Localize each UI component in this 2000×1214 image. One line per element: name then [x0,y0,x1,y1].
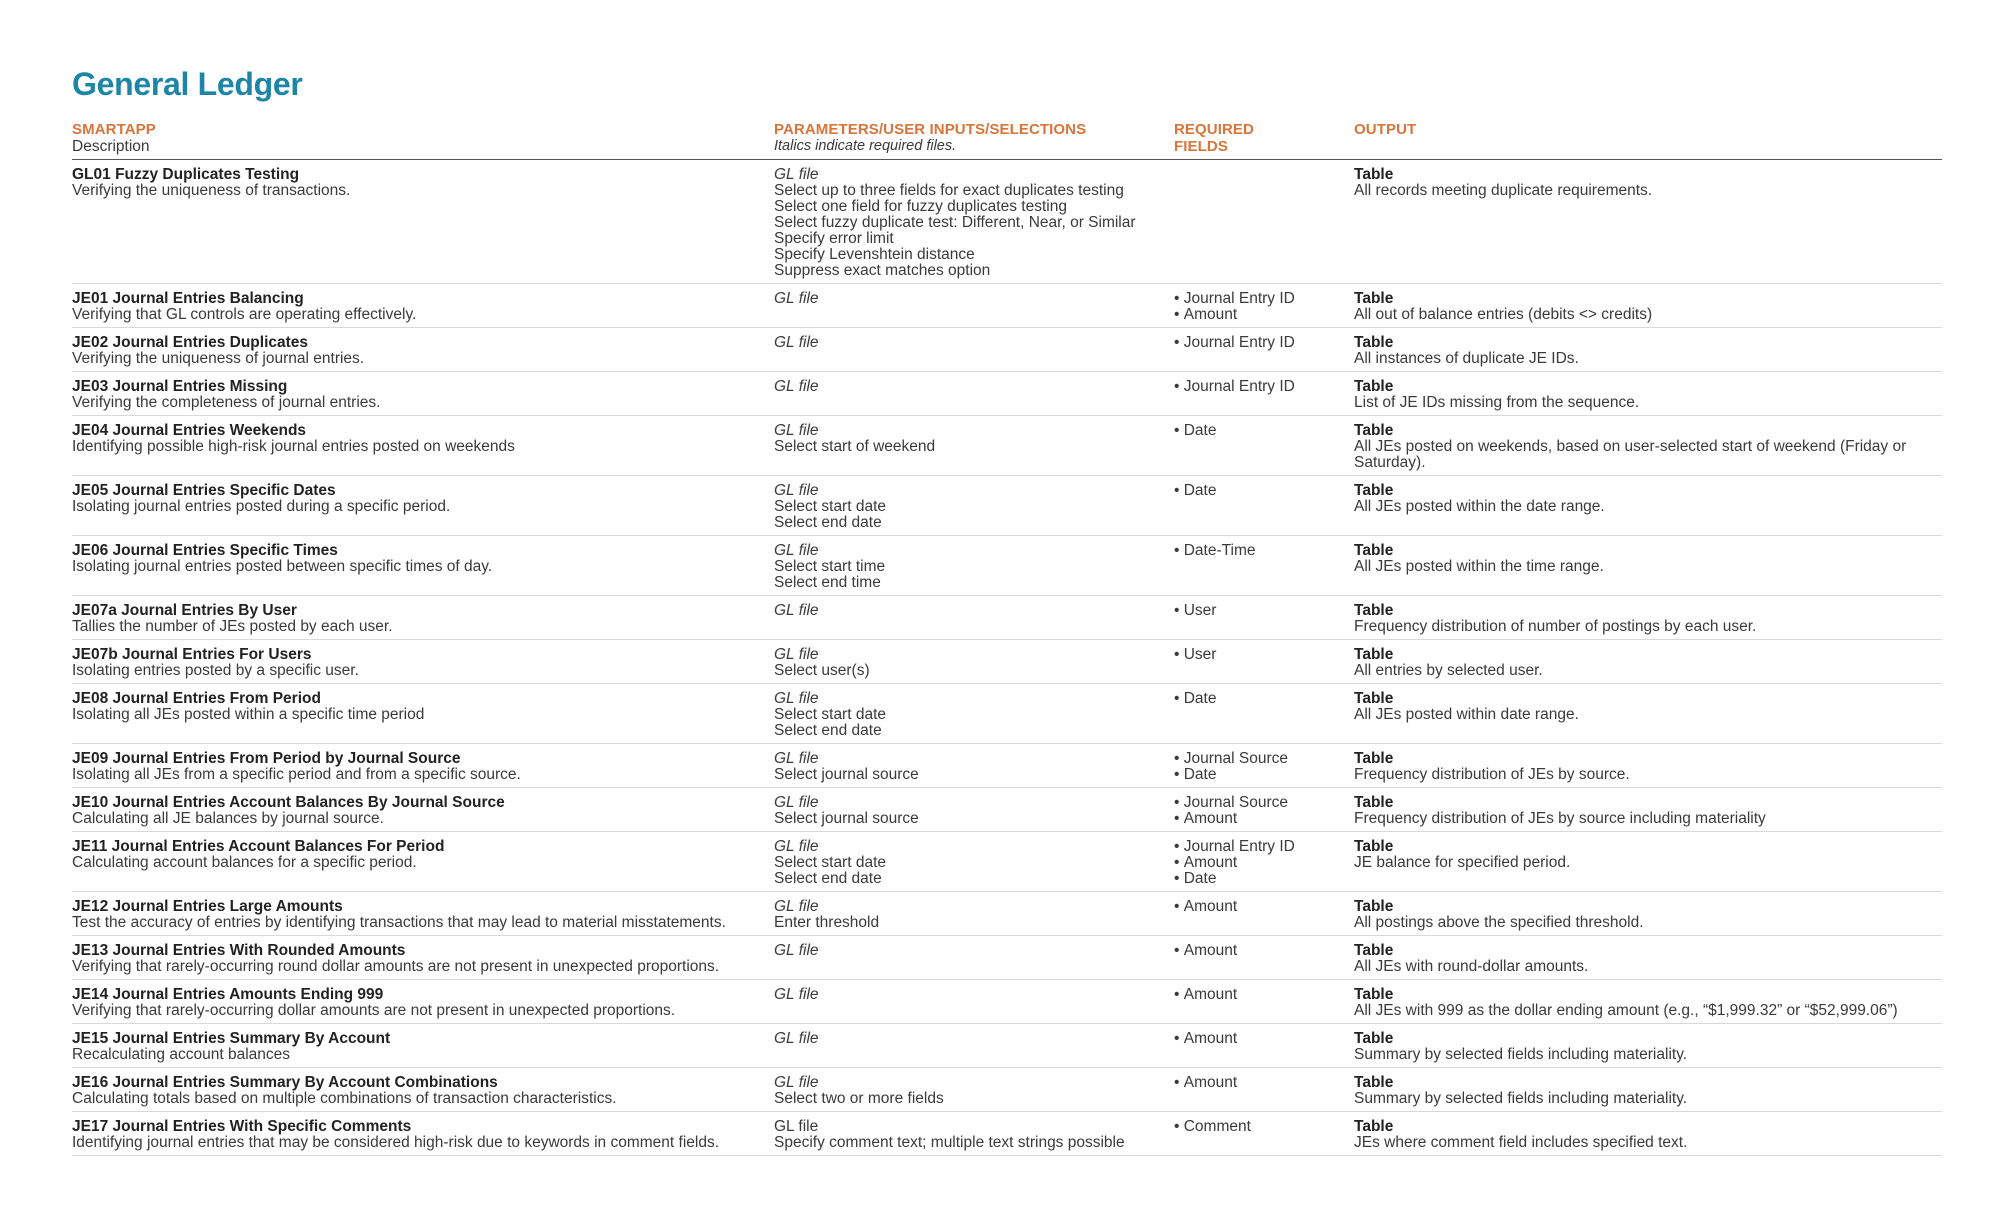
required-field: • Amount [1174,855,1346,871]
smartapp-cell [72,160,774,284]
required-field: • Date [1174,483,1346,499]
smartapp-table [72,121,1942,1156]
required-fields-cell [1174,936,1354,980]
output-cell [1354,372,1942,416]
smartapp-cell [72,892,774,936]
param-item: Select one field for fuzzy duplicates testing [774,198,1067,215]
smartapp-description: Isolating entries posted by a specific user. [72,662,359,679]
required-file: GL file [774,838,819,855]
header-params-title: PARAMETERS/USER INPUTS/SELECTIONS [774,121,1087,138]
smartapp-title: JE07a Journal Entries By User [72,602,297,619]
required-field: • Journal Entry ID [1174,379,1346,395]
required-field: • Amount [1174,943,1346,959]
smartapp-title: GL01 Fuzzy Duplicates Testing [72,166,300,183]
smartapp-cell [72,476,774,536]
smartapp-title: JE16 Journal Entries Summary By Account Combinations [72,1074,498,1091]
required-fields-cell [1174,596,1354,640]
output-description: JE balance for specified period. [1354,854,1571,871]
smartapp-cell [72,980,774,1024]
param-item: Select start date [774,498,887,515]
output-label: Table [1354,166,1394,183]
params-cell [774,684,1174,744]
param-item: Select start date [774,854,887,871]
output-cell [1354,788,1942,832]
output-cell [1354,596,1942,640]
smartapp-title: JE01 Journal Entries Balancing [72,290,304,307]
output-cell [1354,160,1942,284]
header-output-title: OUTPUT [1354,121,1417,138]
smartapp-cell [72,640,774,684]
param-item: Select end date [774,514,882,531]
smartapp-cell [72,372,774,416]
header-required-line1: REQUIRED [1174,121,1254,138]
header-params-subtitle: Italics indicate required files. [774,138,957,154]
params-cell [774,284,1174,328]
required-field: • Date-Time [1174,543,1346,559]
header-smartapp [72,121,774,160]
smartapp-cell [72,684,774,744]
smartapp-description: Identifying possible high-risk journal entries posted on weekends [72,438,515,455]
output-label: Table [1354,378,1394,395]
required-file: GL file [774,1118,819,1135]
params-cell [774,936,1174,980]
params-cell [774,832,1174,892]
output-cell [1354,416,1942,476]
output-description: All JEs with 999 as the dollar ending amount (e.g., “$1,999.32” or “$52,999.06”) [1354,1002,1898,1019]
header-params [774,121,1174,160]
params-cell [774,640,1174,684]
output-description: Summary by selected fields including materiality. [1354,1046,1688,1063]
smartapp-description: Verifying that GL controls are operating effectively. [72,306,417,323]
output-description: All JEs with round-dollar amounts. [1354,958,1589,975]
required-file: GL file [774,334,819,351]
param-item: Suppress exact matches option [774,262,991,279]
output-description: Frequency distribution of JEs by source including materiality [1354,810,1766,827]
smartapp-description: Calculating all JE balances by journal source. [72,810,384,827]
output-label: Table [1354,838,1394,855]
param-item: Select end time [774,574,881,591]
output-label: Table [1354,690,1394,707]
smartapp-cell [72,536,774,596]
required-fields-cell [1174,684,1354,744]
required-field: • Amount [1174,1075,1346,1091]
header-required-line2: FIELDS [1174,138,1228,155]
smartapp-title: JE06 Journal Entries Specific Times [72,542,338,559]
required-field: • Amount [1174,811,1346,827]
header-smartapp-subtitle: Description [72,138,150,155]
smartapp-description: Tallies the number of JEs posted by each user. [72,618,393,635]
output-label: Table [1354,1074,1394,1091]
required-fields-cell [1174,832,1354,892]
smartapp-description: Identifying journal entries that may be considered high-risk due to keywords in comment fields. [72,1134,720,1151]
smartapp-title: JE11 Journal Entries Account Balances For Period [72,838,445,855]
params-cell [774,1068,1174,1112]
params-cell [774,416,1174,476]
required-field: • User [1174,603,1346,619]
output-description: Frequency distribution of number of postings by each user. [1354,618,1757,635]
required-field: • Journal Entry ID [1174,291,1346,307]
output-description: All JEs posted on weekends, based on user-selected start of weekend (Friday or Saturday). [1354,438,1907,471]
param-item: Select user(s) [774,662,870,679]
required-file: GL file [774,542,819,559]
smartapp-title: JE13 Journal Entries With Rounded Amounts [72,942,406,959]
required-file: GL file [774,482,819,499]
required-file: GL file [774,290,819,307]
output-description: All JEs posted within date range. [1354,706,1579,723]
output-description: All records meeting duplicate requirements. [1354,182,1653,199]
required-fields-cell [1174,476,1354,536]
params-cell [774,1112,1174,1156]
output-label: Table [1354,898,1394,915]
output-label: Table [1354,422,1394,439]
param-item: Select two or more fields [774,1090,944,1107]
smartapp-cell [72,284,774,328]
output-label: Table [1354,646,1394,663]
output-label: Table [1354,986,1394,1003]
required-file: GL file [774,422,819,439]
smartapp-title: JE03 Journal Entries Missing [72,378,288,395]
output-description: List of JE IDs missing from the sequence. [1354,394,1640,411]
smartapp-description: Verifying that rarely-occurring round dollar amounts are not present in unexpected proportions. [72,958,720,975]
param-item: Select journal source [774,810,919,827]
smartapp-title: JE17 Journal Entries With Specific Comments [72,1118,412,1135]
header-smartapp-title: SMARTAPP [72,121,156,138]
output-cell [1354,1024,1942,1068]
smartapp-description: Calculating account balances for a specific period. [72,854,417,871]
required-fields-cell [1174,788,1354,832]
output-label: Table [1354,482,1394,499]
params-cell [774,536,1174,596]
params-cell [774,744,1174,788]
output-cell [1354,892,1942,936]
smartapp-cell [72,416,774,476]
param-item: Select end date [774,722,882,739]
smartapp-title: JE12 Journal Entries Large Amounts [72,898,343,915]
param-item: Select fuzzy duplicate test: Different, Near, or Similar [774,214,1136,231]
output-description: Frequency distribution of JEs by source. [1354,766,1630,783]
required-file: GL file [774,750,819,767]
smartapp-title: JE10 Journal Entries Account Balances By Journal Source [72,794,505,811]
smartapp-description: Recalculating account balances [72,1046,290,1063]
smartapp-cell [72,1112,774,1156]
required-field: • Date [1174,423,1346,439]
required-file: GL file [774,166,819,183]
required-field: • Journal Source [1174,751,1346,767]
smartapp-description: Verifying that rarely-occurring dollar amounts are not present in unexpected proportions. [72,1002,676,1019]
param-item: Select end date [774,870,882,887]
output-description: Summary by selected fields including materiality. [1354,1090,1688,1107]
smartapp-description: Isolating all JEs from a specific period and from a specific source. [72,766,521,783]
output-label: Table [1354,1030,1394,1047]
required-fields-cell [1174,284,1354,328]
required-fields-cell [1174,640,1354,684]
required-field: • Date [1174,691,1346,707]
param-item: Select start of weekend [774,438,936,455]
output-cell [1354,536,1942,596]
params-cell [774,788,1174,832]
header-required [1174,121,1354,160]
required-fields-cell [1174,536,1354,596]
required-field: • Journal Entry ID [1174,839,1346,855]
smartapp-title: JE14 Journal Entries Amounts Ending 999 [72,986,384,1003]
smartapp-title: JE07b Journal Entries For Users [72,646,312,663]
required-fields-cell [1174,980,1354,1024]
output-label: Table [1354,1118,1394,1135]
output-label: Table [1354,290,1394,307]
required-file: GL file [774,986,819,1003]
param-item: Specify Levenshtein distance [774,246,975,263]
output-cell [1354,476,1942,536]
required-fields-cell [1174,328,1354,372]
smartapp-description: Isolating journal entries posted between specific times of day. [72,558,493,575]
smartapp-description: Test the accuracy of entries by identifying transactions that may lead to material misstatements. [72,914,726,931]
output-description: All entries by selected user. [1354,662,1543,679]
page [72,66,1942,1156]
output-label: Table [1354,942,1394,959]
required-file: GL file [774,690,819,707]
params-cell [774,892,1174,936]
output-cell [1354,640,1942,684]
param-item: Select up to three fields for exact duplicates testing [774,182,1124,199]
smartapp-cell [72,596,774,640]
required-file: GL file [774,646,819,663]
required-file: GL file [774,1030,819,1047]
output-label: Table [1354,334,1394,351]
smartapp-title: JE09 Journal Entries From Period by Journal Source [72,750,461,767]
output-cell [1354,832,1942,892]
required-fields-cell [1174,160,1354,284]
output-cell [1354,1112,1942,1156]
output-description: All JEs posted within the date range. [1354,498,1605,515]
params-cell [774,596,1174,640]
smartapp-description: Verifying the uniqueness of transactions. [72,182,351,199]
param-item: Specify error limit [774,230,894,247]
params-cell [774,372,1174,416]
params-cell [774,476,1174,536]
output-cell [1354,328,1942,372]
output-cell [1354,1068,1942,1112]
required-file: GL file [774,1074,819,1091]
required-fields-cell [1174,416,1354,476]
params-cell [774,328,1174,372]
required-field: • Date [1174,767,1346,783]
page-title: General Ledger [72,66,303,102]
smartapp-description: Isolating all JEs posted within a specific time period [72,706,425,723]
output-description: JEs where comment field includes specified text. [1354,1134,1688,1151]
required-fields-cell [1174,1112,1354,1156]
param-item: Select journal source [774,766,919,783]
output-cell [1354,684,1942,744]
smartapp-description: Isolating journal entries posted during a specific period. [72,498,451,515]
required-fields-cell [1174,1068,1354,1112]
required-file: GL file [774,602,819,619]
required-field: • Journal Source [1174,795,1346,811]
smartapp-description: Verifying the completeness of journal entries. [72,394,381,411]
required-field: • Amount [1174,987,1346,1003]
output-cell [1354,284,1942,328]
smartapp-title: JE04 Journal Entries Weekends [72,422,307,439]
required-file: GL file [774,794,819,811]
required-field: • Amount [1174,1031,1346,1047]
smartapp-cell [72,832,774,892]
smartapp-cell [72,328,774,372]
required-field: • User [1174,647,1346,663]
output-cell [1354,936,1942,980]
output-label: Table [1354,542,1394,559]
smartapp-description: Verifying the uniqueness of journal entries. [72,350,365,367]
required-file: GL file [774,898,819,915]
output-label: Table [1354,750,1394,767]
required-file: GL file [774,378,819,395]
params-cell [774,160,1174,284]
output-label: Table [1354,794,1394,811]
output-label: Table [1354,602,1394,619]
param-item: Select start time [774,558,886,575]
required-fields-cell [1174,372,1354,416]
params-cell [774,980,1174,1024]
header-output [1354,121,1942,160]
output-description: All JEs posted within the time range. [1354,558,1604,575]
smartapp-title: JE08 Journal Entries From Period [72,690,321,707]
required-field: • Date [1174,871,1346,887]
smartapp-cell [72,1024,774,1068]
required-fields-cell [1174,892,1354,936]
smartapp-cell [72,788,774,832]
smartapp-cell [72,744,774,788]
param-item: Select start date [774,706,887,723]
required-field: • Amount [1174,899,1346,915]
smartapp-cell [72,1068,774,1112]
param-item: Specify comment text; multiple text strings possible [774,1134,1125,1151]
params-cell [774,1024,1174,1068]
output-cell [1354,980,1942,1024]
required-fields-cell [1174,744,1354,788]
required-field: • Comment [1174,1119,1346,1135]
output-description: All instances of duplicate JE IDs. [1354,350,1579,367]
smartapp-title: JE02 Journal Entries Duplicates [72,334,309,351]
output-cell [1354,744,1942,788]
param-item: Enter threshold [774,914,880,931]
smartapp-description: Calculating totals based on multiple combinations of transaction characteristics. [72,1090,617,1107]
required-field: • Journal Entry ID [1174,335,1346,351]
smartapp-title: JE05 Journal Entries Specific Dates [72,482,336,499]
required-fields-cell [1174,1024,1354,1068]
smartapp-title: JE15 Journal Entries Summary By Account [72,1030,391,1047]
required-field: • Amount [1174,307,1346,323]
output-description: All postings above the specified threshold. [1354,914,1644,931]
smartapp-cell [72,936,774,980]
required-file: GL file [774,942,819,959]
output-description: All out of balance entries (debits <> credits) [1354,306,1653,323]
